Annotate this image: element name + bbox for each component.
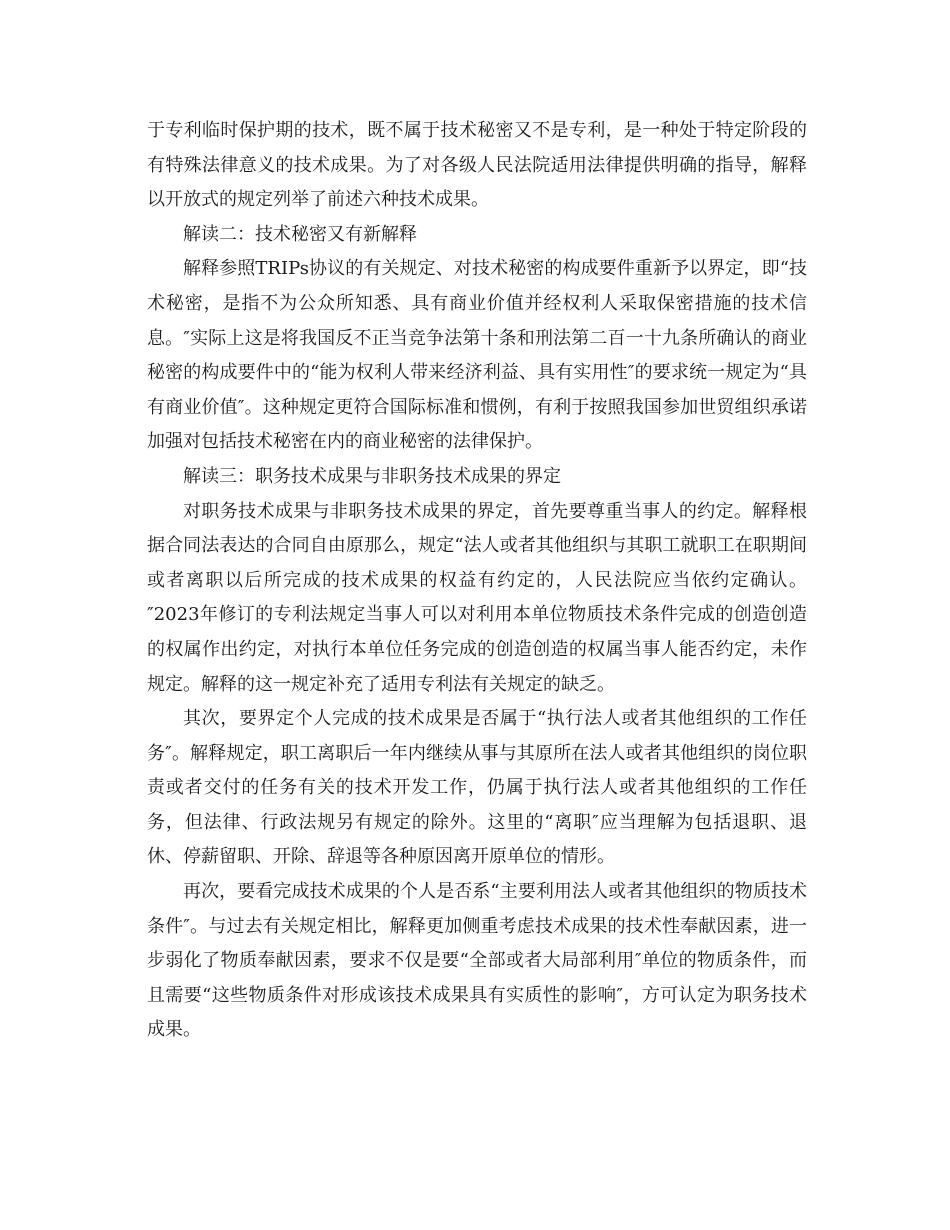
paragraph-employment-results: 对职务技术成果与非职务技术成果的界定，首先要尊重当事人的约定。解释根据合同法表达的合同自由原那么，规定“法人或者其他组织与其职工就职工在职期间或者离职以后所完成的技术成果的权益有约定的，人民法院应当依约定确认。″2023年修订的专利法规定当事人可以对利用本单位物质技术条件完成的创造创造的权属作出约定，对执行本单位任务完成的创造创造的权属当事人能否约定，未作规定。解释的这一规定补充了适用专利法有关规定的缺乏。 <box>147 500 807 695</box>
paragraph-continuation: 于专利临时保护期的技术，既不属于技术秘密又不是专利，是一种处于特定阶段的有特殊法律意义的技术成果。为了对各级人民法院适用法律提供明确的指导，解释以开放式的规定列举了前述六种技术成果。 <box>147 120 807 211</box>
document-body <box>147 114 807 1048</box>
paragraph-material-conditions: 再次，要看完成技术成果的个人是否系“主要利用法人或者其他组织的物质技术条件″。与过去有关规定相比，解释更加侧重考虑技术成果的技术性奉献因素，进一步弱化了物质奉献因素，要求不仅是要“全部或者大局部利用″单位的物质条件，而且需要“这些物质条件对形成该技术成果具有实质性的影响″，方可认定为职务技术成果。 <box>147 881 807 1041</box>
paragraph-work-task: 其次，要界定个人完成的技术成果是否属于“执行法人或者其他组织的工作任务″。解释规定，职工离职后一年内继续从事与其原所在法人或者其他组织的岗位职责或者交付的任务有关的技术开发工作，仍属于执行法人或者其他组织的工作任务，但法律、行政法规另有规定的除外。这里的“离职″应当理解为包括退职、退休、停薪留职、开除、辞退等各种原因离开原单位的情形。 <box>147 708 807 868</box>
section-heading-2: 解读二：技术秘密又有新解释 <box>183 223 417 245</box>
section-heading-3: 解读三：职务技术成果与非职务技术成果的界定 <box>183 465 561 487</box>
paragraph-trade-secret: 解释参照TRIPs协议的有关规定、对技术秘密的构成要件重新予以界定，即“技术秘密，是指不为公众所知悉、具有商业价值并经权利人采取保密措施的技术信息。″实际上这是将我国反不正当竞争法第十条和刑法第二百一十九条所确认的商业秘密的构成要件中的“能为权利人带来经济利益、具有实用性″的要求统一规定为“具有商业价值″。这种规定更符合国际标准和惯例，有利于按照我国参加世贸组织承诺加强对包括技术秘密在内的商业秘密的法律保护。 <box>147 258 807 453</box>
